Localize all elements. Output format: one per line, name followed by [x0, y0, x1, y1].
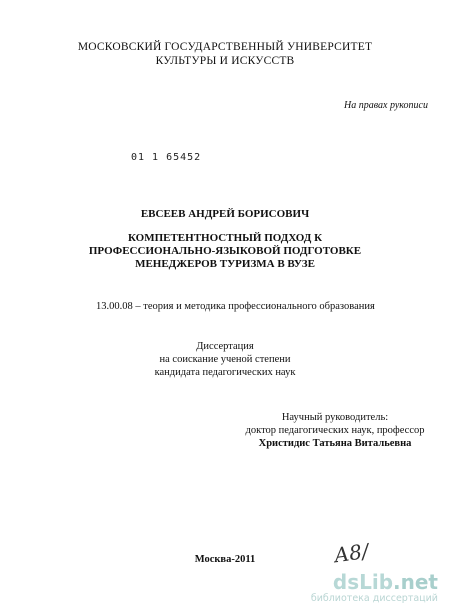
- watermark-subtitle: библиотека диссертаций: [310, 592, 438, 604]
- degree-line-2: на соискание ученой степени: [159, 354, 291, 365]
- organization-header: [0, 40, 450, 68]
- dissertation-title: [0, 232, 450, 271]
- organization-line-2: КУЛЬТУРЫ И ИСКУССТВ: [155, 55, 295, 67]
- author-name: ЕВСЕЕВ АНДРЕЙ БОРИСОВИЧ: [140, 208, 310, 220]
- organization-line-1: МОСКОВСКИЙ ГОСУДАРСТВЕННЫЙ УНИВЕРСИТЕТ: [77, 41, 373, 53]
- degree-line-3: кандидата педагогических наук: [154, 367, 296, 378]
- advisor-degree: доктор педагогических наук, профессор: [245, 425, 425, 436]
- city-year: Москва-2011: [194, 554, 256, 565]
- watermark-logo-prefix: dsLib: [332, 569, 394, 594]
- title-line-3: МЕНЕДЖЕРОВ ТУРИЗМА В ВУЗЕ: [135, 258, 315, 270]
- degree-block: [0, 340, 450, 379]
- site-watermark: [310, 569, 438, 604]
- watermark-logo: [311, 569, 438, 594]
- specialty-code: 13.00.08 – теория и методика профессионального образования: [96, 301, 375, 312]
- advisor-name: Христидис Татьяна Витальевна: [258, 438, 412, 449]
- title-line-2: ПРОФЕССИОНАЛЬНО-ЯЗЫКОВОЙ ПОДГОТОВКЕ: [88, 245, 362, 257]
- handwritten-mark: А8/: [332, 538, 371, 568]
- advisor-label: Научный руководитель:: [281, 412, 389, 423]
- title-line-1: КОМПЕТЕНТНОСТНЫЙ ПОДХОД К: [127, 232, 323, 244]
- archive-number-stamp: 01 1 65452: [131, 152, 202, 163]
- advisor-block: [232, 411, 438, 450]
- watermark-logo-suffix: .net: [393, 569, 438, 594]
- degree-line-1: Диссертация: [196, 341, 254, 352]
- rights-note: На правах рукописи: [344, 100, 428, 111]
